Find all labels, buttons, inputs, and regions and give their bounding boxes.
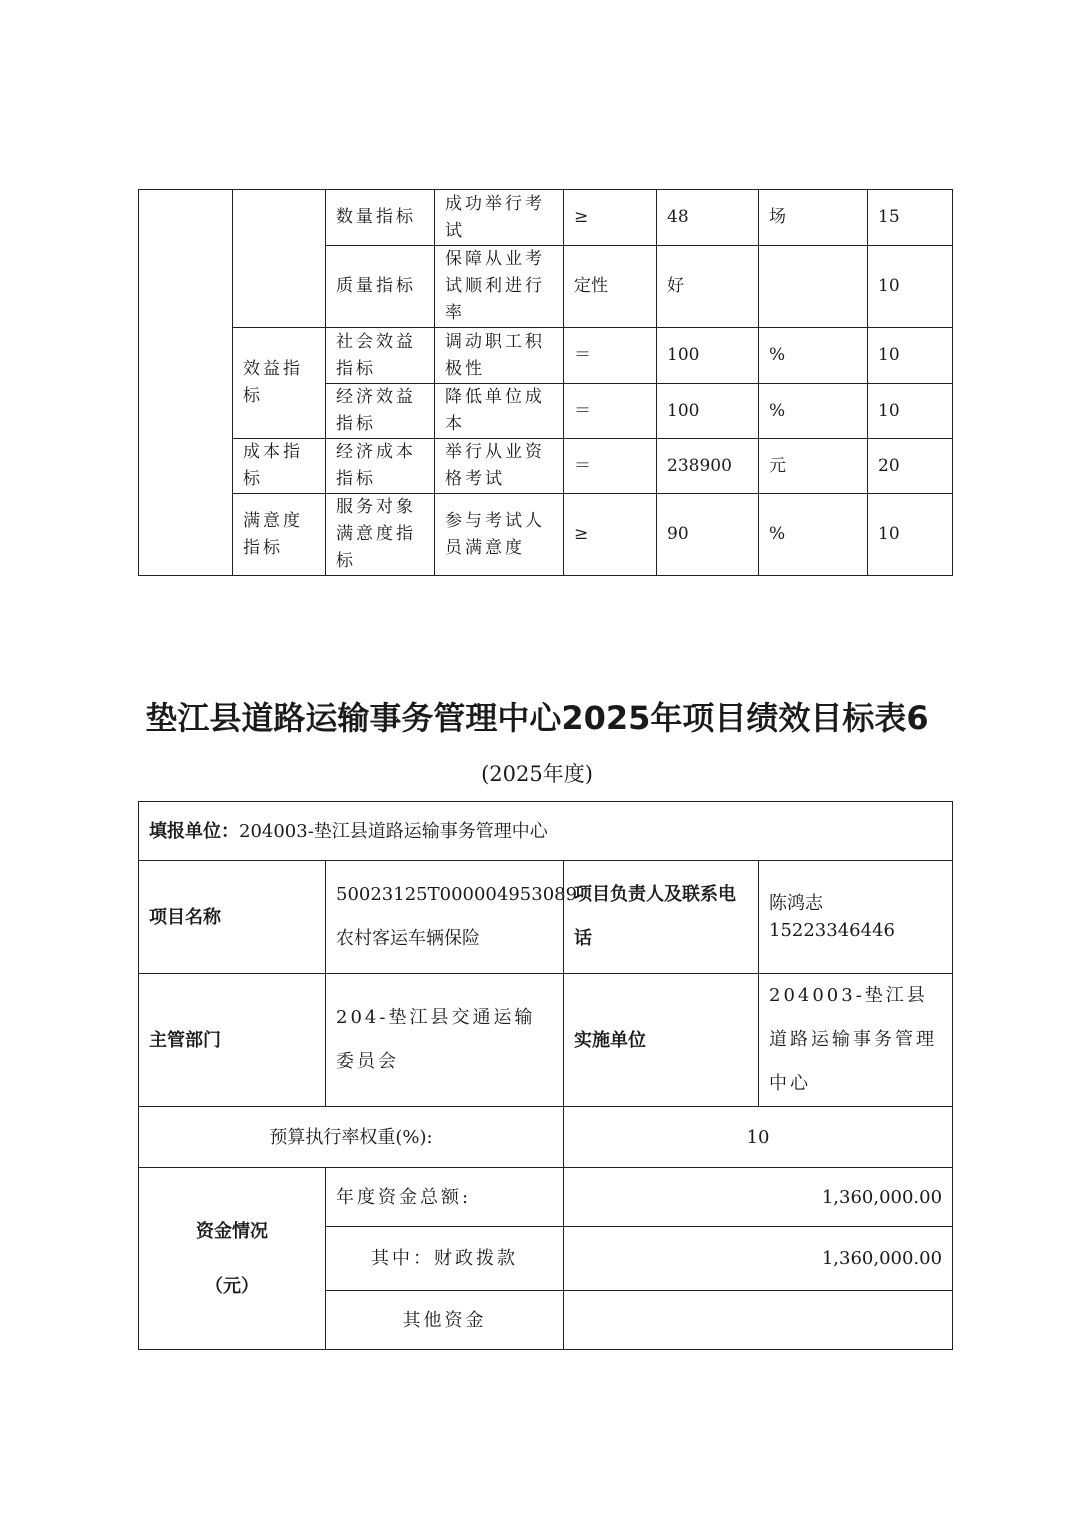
weight-cell: 10: [868, 328, 953, 384]
funds-unit: （元）: [205, 1275, 259, 1297]
level2-category-cell: 效益指标: [233, 328, 326, 439]
level3-indicator-cell: 经济成本指标: [326, 439, 435, 494]
indicator-name-cell: 举行从业资格考试: [435, 439, 564, 494]
funds-total-row: [139, 1168, 953, 1227]
fill-unit-cell: [139, 802, 953, 861]
project-name-label: 项目名称: [139, 861, 326, 974]
project-name-row: [139, 861, 953, 974]
operator-cell: ≥: [564, 190, 657, 246]
level3-indicator-cell: 数量指标: [326, 190, 435, 246]
indicator-name-cell: 降低单位成本: [435, 384, 564, 439]
indicator-table-continued: [138, 189, 953, 576]
table-row: [139, 190, 953, 246]
implementing-unit-label: 实施单位: [564, 974, 759, 1107]
target-value-cell: 好: [657, 246, 759, 328]
weight-cell: 10: [868, 246, 953, 328]
table-row: [139, 328, 953, 384]
fiscal-label: 其中：财政拨款: [326, 1227, 564, 1291]
funds-label: 资金情况: [196, 1220, 268, 1242]
budget-rate-label: 预算执行率权重(%):: [139, 1107, 564, 1168]
level1-category-cell: [139, 190, 233, 576]
indicator-name-cell: 参与考试人员满意度: [435, 494, 564, 576]
operator-cell: ＝: [564, 384, 657, 439]
page-subtitle: (2025年度): [481, 762, 593, 786]
target-value-cell: 100: [657, 384, 759, 439]
target-value-cell: 100: [657, 328, 759, 384]
indicator-name-cell: 调动职工积极性: [435, 328, 564, 384]
page-title: 垫江县道路运输事务管理中心2025年项目绩效目标表6: [145, 699, 929, 737]
project-leader-label: 项目负责人及联系电话: [564, 861, 759, 974]
level2-category-cell: 满意度指标: [233, 494, 326, 576]
indicator-name-cell: 成功举行考试: [435, 190, 564, 246]
level2-category-cell: [233, 190, 326, 328]
weight-cell: 15: [868, 190, 953, 246]
unit-cell: [759, 246, 868, 328]
operator-cell: ＝: [564, 439, 657, 494]
unit-cell: 元: [759, 439, 868, 494]
project-leader-value: 陈鸿志 15223346446: [759, 861, 953, 974]
implementing-unit-value: 204003-垫江县道路运输事务管理中心: [759, 974, 953, 1107]
weight-cell: 20: [868, 439, 953, 494]
level2-category-cell: 成本指标: [233, 439, 326, 494]
level3-indicator-cell: 服务对象满意度指标: [326, 494, 435, 576]
funds-label-cell: [139, 1168, 326, 1350]
level3-indicator-cell: 社会效益指标: [326, 328, 435, 384]
budget-rate-row: [139, 1107, 953, 1168]
fiscal-value: 1,360,000.00: [564, 1227, 953, 1291]
target-value-cell: 238900: [657, 439, 759, 494]
project-name-value: 50023125T000004953089-农村客运车辆保险: [326, 861, 564, 974]
fill-unit-label: 填报单位：: [149, 820, 239, 842]
operator-cell: ＝: [564, 328, 657, 384]
other-funds-label: 其他资金: [326, 1291, 564, 1350]
unit-cell: %: [759, 328, 868, 384]
fill-unit-row: [139, 802, 953, 861]
fill-unit-value: 204003-垫江县道路运输事务管理中心: [239, 820, 548, 842]
project-info-table: [138, 801, 953, 1350]
operator-cell: 定性: [564, 246, 657, 328]
annual-total-value: 1,360,000.00: [564, 1168, 953, 1227]
unit-cell: %: [759, 494, 868, 576]
target-value-cell: 48: [657, 190, 759, 246]
table-row: [139, 494, 953, 576]
unit-cell: 场: [759, 190, 868, 246]
budget-rate-value: 10: [564, 1107, 953, 1168]
weight-cell: 10: [868, 494, 953, 576]
target-value-cell: 90: [657, 494, 759, 576]
indicator-name-cell: 保障从业考试顺利进行率: [435, 246, 564, 328]
operator-cell: ≥: [564, 494, 657, 576]
weight-cell: 10: [868, 384, 953, 439]
department-label: 主管部门: [139, 974, 326, 1107]
unit-cell: %: [759, 384, 868, 439]
department-value: 204-垫江县交通运输委员会: [326, 974, 564, 1107]
other-funds-value: [564, 1291, 953, 1350]
level3-indicator-cell: 经济效益指标: [326, 384, 435, 439]
level3-indicator-cell: 质量指标: [326, 246, 435, 328]
table-row: [139, 439, 953, 494]
department-row: [139, 974, 953, 1107]
annual-total-label: 年度资金总额:: [326, 1168, 564, 1227]
